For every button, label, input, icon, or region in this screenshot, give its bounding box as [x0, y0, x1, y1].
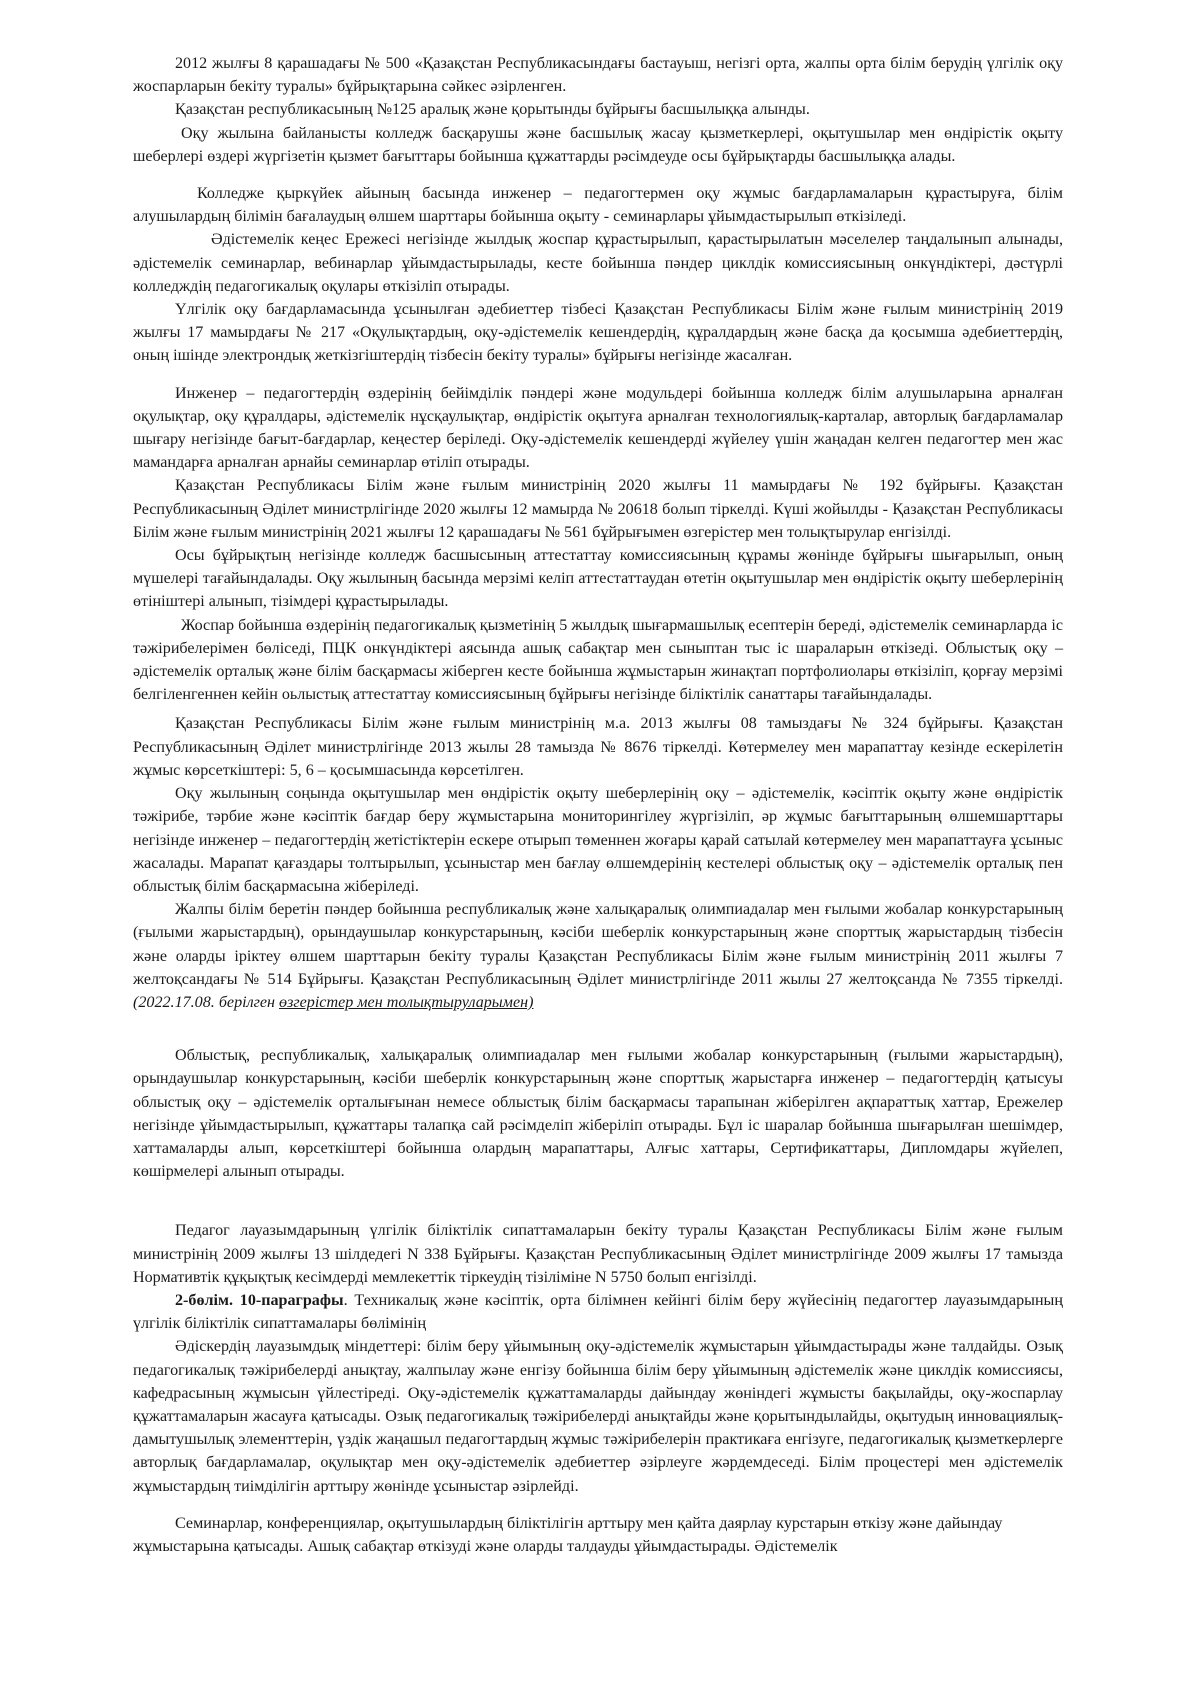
paragraph-september-seminars: Колледже қыркүйек айының басында инженер – педагогтермен оқу жұмыс бағдарламаларын құрастыруға, білім алушылардың білімін бағалаудың өлшем шарттары бойынша оқыту - семинарлары ұйымдастырылып өткізіледі.: [133, 185, 1063, 226]
paragraph-order-324: Қазақстан Республикасы Білім және ғылым министрінің м.а. 2013 жылғы 08 тамыздағы № 324 бұйрығы. Қазақстан Республикасының Әділет министрлігінде 2013 жылы 28 тамызда № 8676 тіркелді. Көтермелеу мен марапаттау кезінде ескерілетін жұмыс көрсеткіштері: 5, 6 – қосымшасында көрсетілген.: [133, 715, 1063, 779]
olympiad-note: (2022.17.08. берілген: [133, 993, 280, 1011]
paragraph-order-192: Қазақстан Республикасы Білім және ғылым министрінің 2020 жылғы 11 мамырдағы № 192 бұйрығы. Қазақстан Республикасының Әділет министрлігінде 2020 жылғы 12 мамырда № 20618 болып тіркелді. Күші жойылды - Қазақстан Республикасы Білім және ғылым министрінің 2021 жылғы 12 қарашадағы № 561 бұйрығымен өзгерістер мен толықтырулар енгізілді.: [133, 477, 1063, 541]
paragraph-seminars: Семинарлар, конференциялар, оқытушылардың біліктілігін арттыру мен қайта даярлау курстарын өткізу және дайындау жұмыстарына қатысады. Ашық сабақтар өткізуді және оларды талдауды ұйымдастырады. Әдістемелік: [133, 1514, 1003, 1555]
paragraph-qualification-order: Педагог лауазымдарының үлгілік біліктілік сипаттамаларын бекіту туралы Қазақстан Республикасы Білім және ғылым министрінің 2009 жылғы 13 шілдедегі N 338 Бұйрығы. Қазақстан Республикасының Әділет министрлігінде 2009 жылғы 17 тамызда Нормативтік құқықтық кесімдерді мемлекеттік тіркеудің тізіліміне N 5750 болып енгізілді.: [133, 1222, 1063, 1286]
paragraph-section-10: [133, 1289, 1063, 1335]
paragraph-standard-plan: 2012 жылғы 8 қарашадағы № 500 «Қазақстан Республикасындағы бастауыш, негізгі орта, жалпы орта білім берудің үлгілік оқу жоспарларын бекіту туралы» бұйрықтарына сәйкес әзірленген.: [133, 55, 1063, 96]
paragraph-methodist-duties: Әдіскердің лауазымдық міндеттері: білім беру ұйымының оқу-әдістемелік жұмыстарын ұйымдастырады және талдайды. Озық педагогикалық тәжірибелерді анықтау, жалпылау және енгізу бойынша білім беру ұйымының әдістемелік және циклдік комиссиясы, кафедрасының жұмысын үйлестіреді. Оқу-әдістемелік құжаттамаларды дайындау жөніндегі жұмысты бақылайды, оқу-жоспарлау құжаттамаларын жасауға қатысады. Озық педагогикалық тәжірибелерді анықтайды және қорытындылайды, оқытудың инновациялық-дамытушылық элементтерін, үздік жаңашыл педагогтардың жұмыс тәжірибелерін практикаға енгізуге, педагогикалық қызметкерлерге авторлық бағдарламалар, оқулықтар мен оқу-әдістемелік әдебиеттер әзірлеуге жәрдемдеседі. Білім процестері мен әдістемелік жұмыстардың тиімділігін арттыру жөнінде ұсыныстар әзірлейді.: [133, 1338, 1063, 1495]
paragraph-literature-list: Үлгілік оқу бағдарламасында ұсынылған әдебиеттер тізбесі Қазақстан Республикасы Білім және ғылым министрінің 2019 жылғы 17 мамырдағы № 217 «Оқулықтардың, оқу-әдістемелік кешендердің, құралдардың және басқа да қосымша әдебиеттердің, оның ішінде электрондық жеткізгіштердің тізбесін бекіту туралы» бұйрығы негізінде жасалған.: [133, 301, 1063, 365]
paragraph-participation: Облыстық, республикалық, халықаралық олимпиадалар мен ғылыми жобалар конкурстарының (ғылыми жарыстардың), орындаушылар конкурстарының, кәсіби шеберлік конкурстарының және спорттық жарыстарға инженер – педагогтердің қатысуы облыстық оқу – әдістемелік орталығынан немесе облыстық білім басқармасы тарапынан жіберілген ақпараттық хаттар, Ережелер негізінде ұйымдастырылып, құжаттары талапқа сай рәсімделіп жіберіліп отырады. Бұл іс шаралар бойынша шығарылған шешімдер, хаттамаларды алып, көрсеткіштері бойынша олардың марапаттары, Алғыс хаттары, Сертификаттары, Дипломдары жүйелеп, көшірмелері алынып отырады.: [133, 1047, 1063, 1181]
paragraph-year-end-monitoring: Оқу жылының соңында оқытушылар мен өндірістік оқыту шеберлерінің оқу – әдістемелік, кәсіптік оқыту және өндірістік тәжірибе, тәрбие және кәсіптік бағдар беру жұмыстарына мониторингілеу жүргізіліп, әр жұмыс бағыттарының өлшемшарттары негізінде инженер – педагогтердің жетістіктерін ескере отырып төменнен жоғары қарай сатылай көтермелеу мен марапаттауға ұсыныс жасалады. Марапат қағаздары толтырылып, ұсыныстар мен бағлау өлшемдерінің кестелері облыстық оқу – әдістемелік орталық пен облыстық білім басқармасына жіберіледі.: [133, 785, 1063, 895]
paragraph-plan-reports: Жоспар бойынша өздерінің педагогикалық қызметінің 5 жылдық шығармашылық есептерін береді, әдістемелік семинарларда іс тәжірибелерімен бөліседі, ПЦК онкүндіктері аясында ашық сабақтар мен сыныптан тыс іс шараларын өткізеді. Облыстық оқу – әдістемелік орталық және білім басқармасы жіберген кесте бойынша жұмыстарын жинақтап портфолиолары өткізіліп, қорғау мерзімі белгіленгеннен кейін оьлыстық аттестаттау комиссиясының бұйрығы негізінде біліктілік санаттары тағайындалады.: [133, 616, 1063, 704]
paragraph-engineer-teachers: Инженер – педагогтердің өздерінің бейімділік пәндері және модульдері бойынша колледж білім алушыларына арналған оқулықтар, оқу құралдары, әдістемелік нұсқаулықтар, өндірістік оқытуға арналған технологиялық-карталар, авторлық бағдарламалар шығару негізінде бағыт-бағдарлар, кеңестер беріледі. Оқу-әдістемелік кешендерді жүйелеу үшін жаңадан келген педагогтер мен жас мамандарға арналған арнайы семинарлар өтіліп отырады.: [133, 384, 1063, 472]
olympiad-amendments-link[interactable]: өзгерістер мен толықтыруларымен): [279, 993, 534, 1011]
paragraph-order-125: Қазақстан республикасының №125 аралық және қорытынды бұйрығы басшылыққа алынды.: [175, 101, 810, 119]
section-text: . Техникалық және кәсіптік, орта білімнен кейінгі білім беру жүйесінің педагогтер лауазымдарының үлгілік біліктілік сипаттамалары бөлімінің: [133, 1291, 1063, 1333]
olympiad-text: Жалпы білім беретін пәндер бойынша республикалық және халықаралық олимпиадалар мен ғылыми жобалар конкурстарының (ғылыми жарыстардың), орындаушылар конкурстарының, кәсіби шеберлік конкурстарының және спорттық жарыстардың тізбесін және оларды іріктеу өлшем шарттарын бекіту туралы Қазақстан Республикасы Білім және ғылым министрінің 2011 жылғы 7 желтоқсандағы № 514 Бұйрығы. Қазақстан Республикасының Әділет министрлігінде 2011 жылы 27 желтоқсанда № 7355 тіркелді.: [133, 901, 1063, 988]
paragraph-olympiad-order: [133, 898, 1063, 1014]
paragraph-attestation-commission: Осы бұйрықтың негізінде колледж басшысының аттестаттау комиссиясының құрамы жөнінде бұйрығы шығарылып, оның мүшелері тағайындалады. Оқу жылының басында мерзімі келіп аттестаттаудан өтетін оқытушылар мен өндірістік оқыту шеберлерінің өтініштері алынып, тізімдері құрастырылады.: [133, 547, 1063, 611]
paragraph-methodical-council: Әдістемелік кеңес Ережесі негізінде жылдық жоспар құрастырылып, қарастырылатын мәселелер таңдалынып алынады, әдістемелік семинарлар, вебинарлар ұйымдастырылады, кесте бойынша пәндер циклдік комиссиясының онкүндіктері, дәстүрлі колледждің педагогикалық оқулары өткізіліп отырады.: [133, 231, 1063, 295]
paragraph-college-staff: Оқу жылына байланысты колледж басқарушы және басшылық жасау қызметкерлері, оқытушылар мен өндірістік оқыту шеберлері өздері жүргізетін қызмет бағыттары бойынша құжаттарды рәсімдеуде осы бұйрықтарды басшылыққа алады.: [133, 124, 1063, 165]
section-heading: 2-бөлім. 10-параграфы: [175, 1291, 344, 1309]
